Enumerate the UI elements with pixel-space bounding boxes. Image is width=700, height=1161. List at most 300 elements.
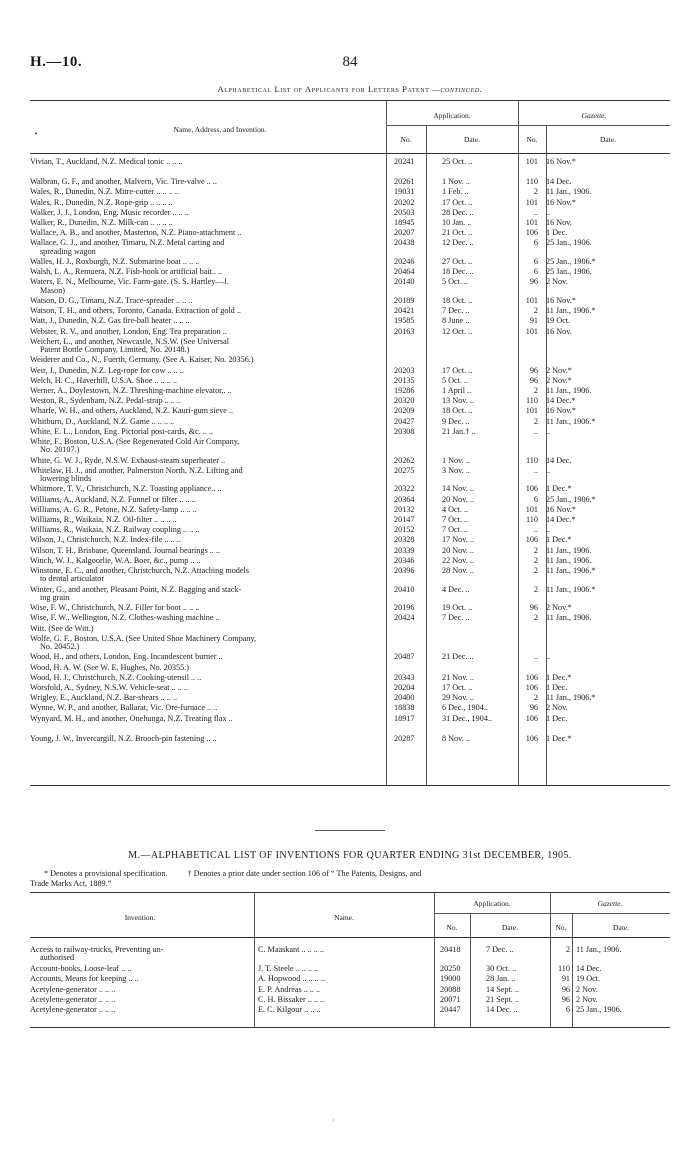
application-number: 20487 <box>394 652 415 662</box>
application-date: 20 Nov. .. <box>442 494 474 504</box>
application-number: 20320 <box>394 396 415 406</box>
gazette-number: 6 <box>533 257 538 266</box>
application-number: 19000 <box>440 974 461 984</box>
applicants-table-body <box>30 154 670 786</box>
application-number: 20308 <box>394 426 415 436</box>
applicant-name-invention: Watson, D. G., Timaru, N.Z. Trace-spreader .. .. .. <box>30 296 193 305</box>
application-date: 4 Dec. .. <box>442 584 470 594</box>
inventions-table <box>30 892 670 1028</box>
application-date: 1 Nov. .. <box>442 177 470 187</box>
applicant-name-invention: Walbran, G. F., and another, Malvern, Vic. Tire-valve .. .. <box>30 177 217 187</box>
applicant-name-invention: Weichert, L., and another, Newcastle, N.S.W. (See Universal <box>30 336 230 346</box>
applicant-name-invention: White, E. L., London, Eng. Pictorial post-cards, &c. .. .. <box>30 426 214 436</box>
gazette-number: 106 <box>525 484 538 494</box>
application-number: 20410 <box>394 584 415 594</box>
applicant-name-invention: Walker, J. J., London, Eng. Music recorder .. .. .. <box>30 207 189 217</box>
application-date: 18 Oct. .. <box>442 296 473 305</box>
applicant-name-invention: Wolfe, G. F., Boston, U.S.A. (See United Shoe Machinery Company, <box>30 633 257 643</box>
applicant-name-invention: Wallace, A. B., and another, Masterton, N.Z. Piano-attachment .. <box>30 228 242 238</box>
applicant-name-invention: Williams, A., Auckland, N.Z. Funnel or filter .. .. .. <box>30 494 196 504</box>
gazette-date: 2 Nov.* <box>546 603 572 613</box>
applicant-name-invention: Wynne, W. P., and another, Ballarat, Vic. Ore-furnace .. .. <box>30 703 218 713</box>
application-number: 20464 <box>394 267 415 277</box>
application-date: 29 Nov. .. <box>442 693 474 703</box>
applicant-name-invention: Wales, R., Dunedin, N.Z. Mitre-cutter .. .. .. .. <box>30 187 179 197</box>
gazette-number: 2 <box>533 545 538 555</box>
applicant-name-invention: Wise, F. W., Wellington, N.Z. Clothes-washing machine .. <box>30 613 220 623</box>
application-number: 20140 <box>394 277 415 287</box>
application-number: 20427 <box>394 416 415 426</box>
application-number: 19585 <box>394 316 415 326</box>
applicant-name-invention: Werner, A., Doylestown, N.Z. Threshing-machine elevator.. .. <box>30 386 232 395</box>
inventor-name: E. P. Andreas .. .. .. <box>258 984 321 994</box>
inventions-table-header <box>30 892 670 938</box>
col-app-no: No. <box>446 923 458 932</box>
applicant-name-invention: Wood, H. J., Christchurch, N.Z. Cooking-utensil .. .. <box>30 672 202 682</box>
gazette-number: .. <box>533 426 538 436</box>
applicant-name-invention: Wrigley, E., Auckland, N.Z. Bar-shears .. .. .. <box>30 693 177 703</box>
application-date: 8 Nov. .. <box>442 733 470 743</box>
gazette-number: 2 <box>533 693 538 703</box>
applicant-name-invention: Wharfe, W. H., and others, Auckland, N.Z. Kauri-gum sieve .. <box>30 406 234 416</box>
applicant-name-invention: Wood, H., and others, London, Eng. Incandescent burner .. <box>30 652 223 662</box>
gazette-date: 25 Jan., 1906.* <box>546 494 596 504</box>
applicant-name-invention: Worsfold, A., Sydney, N.S.W. Vehicle-seat .. .. .. <box>30 683 188 692</box>
gazette-number: 2 <box>533 566 538 575</box>
gazette-number: 91 <box>561 974 570 984</box>
application-date: 21 Sept. .. <box>486 995 519 1004</box>
page-number: 84 <box>342 54 358 70</box>
application-date: 8 June .. <box>442 316 470 326</box>
application-date: 22 Nov. .. <box>442 555 474 565</box>
application-date: 18 Oct. .. <box>442 406 473 416</box>
gazette-number: 96 <box>529 375 538 385</box>
gazette-date: 11 Jan., 1906.* <box>546 584 596 594</box>
col-gaz-date: Date. <box>599 135 617 144</box>
subtitle-text: Alphabetical List of Applicants for Letters Patent <box>217 84 430 94</box>
gazette-date: 14 Dec.* <box>546 396 576 406</box>
gazette-number: 101 <box>525 218 538 227</box>
application-date: 10 Jan. .. <box>442 218 472 227</box>
inventor-name: A. Hopwood .. .. .. .. <box>258 974 325 984</box>
invention-title: Account-books, Loose-leaf .. .. <box>30 963 132 973</box>
applicant-name-invention: Whitburn, D., Auckland, N.Z. Game .. .. .. .. <box>30 416 175 426</box>
col-app-date: Date. <box>463 135 481 144</box>
col-gazette: Gazette. <box>597 899 623 908</box>
application-number: 20202 <box>394 197 415 207</box>
application-date: 5 Oct. .. <box>442 375 469 385</box>
col-divider <box>518 101 519 153</box>
applicant-name-invention: Walsh, L. A., Remuera, N.Z. Fish-hook or artificial bait.. .. <box>30 267 223 277</box>
gazette-number: 2 <box>533 416 538 426</box>
gazette-number: 106 <box>525 683 538 692</box>
applicant-name-invention: Weir, J., Dunedin, N.Z. Leg-rope for cow .. .. .. <box>30 365 184 375</box>
gazette-date: 14 Dec. <box>576 963 602 973</box>
application-number: 20132 <box>394 504 415 514</box>
gazette-date: 14 Dec. <box>546 455 572 465</box>
application-number: 20204 <box>394 683 415 692</box>
applicant-name-invention: Wallace, G. J., and another, Timaru, N.Z. Metal carting and <box>30 238 225 248</box>
gazette-date: 1 Dec. <box>546 683 568 692</box>
gazette-number: 6 <box>565 1005 570 1015</box>
gazette-date: 2 Nov. <box>546 703 568 713</box>
gazette-number: 2 <box>533 386 538 395</box>
application-number: 20424 <box>394 613 415 623</box>
gazette-number: 106 <box>525 672 538 682</box>
applicant-name-invention: Winstone, E. C., and another, Christchurch, N.Z. Attaching models <box>30 566 249 575</box>
application-date: 21 Jan.† .. <box>442 426 476 436</box>
gazette-number: 110 <box>526 455 538 465</box>
gazette-number: 6 <box>533 267 538 277</box>
application-date: 7 Dec. .. <box>486 945 514 954</box>
application-number: 20203 <box>394 365 415 375</box>
col-gaz-no: No. <box>526 135 538 144</box>
application-date: 1 Nov. .. <box>442 455 470 465</box>
application-number: 20328 <box>394 535 415 545</box>
application-number: 20447 <box>440 1005 461 1015</box>
application-number: 20246 <box>394 257 415 266</box>
invention-title-cont: authorised <box>40 953 75 963</box>
application-date: 17 Nov. .. <box>442 535 474 545</box>
gazette-number: 2 <box>533 555 538 565</box>
inventor-name: E. C. Kilgour .. .. .. <box>258 1005 321 1015</box>
gazette-date: 11 Jan., 1906.* <box>546 306 596 316</box>
applicant-name-invention: Walker, R., Dunedin, N.Z. Milk-can .. .. .. .. <box>30 218 173 227</box>
application-date: 7 Dec. .. <box>442 306 470 316</box>
application-number: 20396 <box>394 566 415 575</box>
gazette-date: 1 Dec.* <box>546 484 572 494</box>
inventor-name: C. Maaskant .. .. .. .. <box>258 945 324 954</box>
applicant-name-invention: Wales, R., Dunedin, N.Z. Rope-grip .. .. .. .. <box>30 197 173 207</box>
invention-title: Acetylene-generator .. .. .. <box>30 1005 116 1015</box>
gazette-date: .. <box>546 465 551 475</box>
applicant-name-invention-cont: No. 20452.) <box>40 642 80 652</box>
gazette-date: 11 Jan., 1906. <box>546 555 592 565</box>
applicants-table <box>30 100 670 786</box>
applicant-name-invention: Williams, R., Waikaia, N.Z. Railway coupling .. .. .. <box>30 525 200 535</box>
applicant-name-invention: Watson, T. H., and others, Toronto, Canada. Extraction of gold .. <box>30 306 241 316</box>
applicant-name-invention: Weston, R., Sydenham, N.Z. Pedal-strap .. .. .. <box>30 396 182 406</box>
application-date: 1 Feb. .. <box>442 187 469 197</box>
application-date: 21 Nov. .. <box>442 672 474 682</box>
application-date: 20 Nov. .. <box>442 545 474 555</box>
col-app-date: Date. <box>501 923 519 932</box>
application-number: 20322 <box>394 484 415 494</box>
application-number: 20262 <box>394 455 415 465</box>
gazette-number: .. <box>533 207 538 217</box>
inventor-name: J. T. Steele .. .. .. .. <box>258 963 319 973</box>
applicant-name-invention: Weiderer and Co., N., Fuerth, Germany. (See A. Kaiser, No. 20356.) <box>30 355 254 365</box>
application-date: 3 Nov. .. <box>442 465 470 475</box>
col-gaz-date: Date. <box>612 923 630 932</box>
application-date: 28 Dec. .. <box>442 207 474 217</box>
gazette-date: 11 Jan., 1906. <box>546 187 592 197</box>
application-number: 20189 <box>394 296 415 305</box>
gazette-number: 96 <box>529 277 538 287</box>
applicant-name-invention: Walles, H. J., Roxburgh, N.Z. Submarine boat .. .. .. <box>30 257 200 266</box>
applicant-name-invention: Whitmore, T. V., Christchurch, N.Z. Toasting appliance.. .. <box>30 484 222 494</box>
gazette-number: .. <box>533 652 538 662</box>
applicant-name-invention: Williams, A. G. R., Petone, N.Z. Safety-lamp .. .. .. <box>30 504 197 514</box>
gazette-date: 2 Nov. <box>576 984 598 994</box>
application-number: 20418 <box>440 945 461 954</box>
gazette-number: .. <box>533 525 538 535</box>
application-number: 19286 <box>394 386 415 395</box>
gazette-date: 14 Dec.* <box>546 515 576 524</box>
gazette-date: 14 Dec. <box>546 177 572 187</box>
gazette-number: 110 <box>526 515 538 524</box>
application-number: 20261 <box>394 177 415 187</box>
applicant-name-invention-cont: lowering blinds <box>40 474 92 484</box>
applicant-name-invention: Welch, H. C., Haverhill, U.S.A. Shoe .. .. .. .. <box>30 375 177 385</box>
applicant-name-invention: Wilson, T. H., Brisbane, Queensland. Journal bearings .. .. <box>30 545 220 555</box>
applicant-name-invention: Webster, R. V., and another, London, Eng. Tea preparation .. <box>30 326 227 336</box>
application-date: 18 Dec. .. <box>442 267 474 277</box>
col-application: Application. <box>433 111 471 120</box>
page-subtitle <box>0 84 700 94</box>
section-divider <box>315 830 385 831</box>
gazette-number: 6 <box>533 238 538 248</box>
gazette-date: 16 Nov.* <box>546 197 576 207</box>
document-code: H.—10. <box>30 54 83 70</box>
section-m-notes <box>30 869 670 889</box>
application-date: 7 Dec. .. <box>442 613 470 623</box>
gazette-number: 96 <box>561 995 570 1004</box>
application-number: 20343 <box>394 672 415 682</box>
gazette-date: 1 Dec.* <box>546 672 572 682</box>
gazette-number: 96 <box>529 365 538 375</box>
gazette-number: 101 <box>525 504 538 514</box>
gazette-date: .. <box>546 207 551 217</box>
application-date: 31 Dec., 1904.. <box>442 713 493 723</box>
application-number: 20339 <box>394 545 415 555</box>
note-prior-date-cont: Trade Marks Act, 1889.” <box>30 879 112 888</box>
application-number: 18917 <box>394 713 415 723</box>
gazette-date: .. <box>546 426 551 436</box>
application-number: 20346 <box>394 555 415 565</box>
application-number: 20207 <box>394 228 415 238</box>
application-number: 20421 <box>394 306 415 316</box>
invention-title: Acetylene-generator .. .. .. <box>30 984 116 994</box>
applicant-name-invention-cont: Mason) <box>40 285 66 295</box>
application-date: 17 Oct. .. <box>442 365 473 375</box>
application-date: 17 Oct. .. <box>442 197 473 207</box>
gazette-date: 19 Oct. <box>546 316 571 326</box>
application-number: 18838 <box>394 703 415 713</box>
applicant-name-invention-cont: Patent Bottle Company, Limited, No. 20148.) <box>40 345 190 355</box>
col-name: Name. <box>334 913 354 922</box>
note-prior-date: † Denotes a prior date under section 106 of “ The Patents, Designs, and <box>187 869 422 878</box>
application-date: 14 Nov. .. <box>442 484 474 494</box>
applicant-name-invention: Witt. (See de Witt.) <box>30 623 94 633</box>
section-m-title: M.—ALPHABETICAL LIST OF INVENTIONS FOR QUARTER ENDING 31st DECEMBER, 1905. <box>128 850 572 861</box>
gazette-date: 2 Nov.* <box>546 375 572 385</box>
gazette-number: 106 <box>525 733 538 743</box>
gazette-number: 110 <box>558 963 570 973</box>
gazette-number: 106 <box>525 713 538 723</box>
gazette-number: 2 <box>565 945 570 954</box>
gazette-number: 2 <box>533 584 538 594</box>
gazette-number: 96 <box>529 703 538 713</box>
header-subdivider <box>386 125 670 126</box>
gazette-date: 1 Dec. <box>546 228 568 238</box>
gazette-date: 11 Jan., 1906. <box>546 613 592 623</box>
applicant-name-invention: Winch, W. J., Kalgoorlie, W.A. Boer, &c., pump .. .. <box>30 555 201 565</box>
application-date: 9 Dec. .. <box>442 416 470 426</box>
application-number: 20364 <box>394 494 415 504</box>
application-date: 13 Nov. .. <box>442 396 474 406</box>
gazette-date: 1 Dec. <box>546 713 568 723</box>
application-date: 5 Oct. .. <box>442 277 469 287</box>
application-number: 20152 <box>394 525 415 535</box>
invention-title: Accounts, Means for keeping .. .. <box>30 974 139 984</box>
gazette-number: 96 <box>529 603 538 613</box>
invention-title: Acetylene-generator .. .. .. <box>30 995 116 1004</box>
application-date: 12 Oct. .. <box>442 326 473 336</box>
gazette-date: 25 Jan., 1906. <box>576 1005 622 1015</box>
inventor-name: C. H. Bissaker .. .. .. <box>258 995 325 1004</box>
applicant-name-invention: Williams, R., Waikaia, N.Z. Oil-filter .. .. .. .. <box>30 515 177 524</box>
col-invention: Invention. <box>124 913 156 922</box>
gazette-date: 16 Nov.* <box>546 296 576 305</box>
gazette-date: 25 Jan., 1906.* <box>546 257 596 266</box>
gazette-date: 2 Nov. <box>546 277 568 287</box>
gazette-number: 101 <box>525 197 538 207</box>
application-date: 14 Sept. .. <box>486 984 519 994</box>
application-number: 18945 <box>394 218 415 227</box>
applicant-name-invention: Wise, F. W., Christchurch, N.Z. Filler for boot .. .. .. <box>30 603 200 613</box>
gazette-number: 2 <box>533 187 538 197</box>
invention-title: Access to railway-trucks, Preventing un- <box>30 945 164 954</box>
col-divider <box>572 938 573 1027</box>
gazette-date: 1 Dec.* <box>546 733 572 743</box>
application-number: 20196 <box>394 603 415 613</box>
gazette-date: 11 Jan., 1906.* <box>546 416 596 426</box>
applicant-name-invention: Watt, J., Dunedin, N.Z. Gas fire-ball heater .. .. .. <box>30 316 190 326</box>
header-bullet: • <box>34 129 38 138</box>
application-date: 28 Nov. .. <box>442 566 474 575</box>
gazette-number: 101 <box>525 326 538 336</box>
applicant-name-invention-cont: ing grain <box>40 592 70 602</box>
applicant-name-invention-cont: No. 20107.) <box>40 445 80 455</box>
col-application: Application. <box>473 899 511 908</box>
gazette-number: 96 <box>561 984 570 994</box>
application-date: 28 Jan. .. <box>486 974 516 984</box>
gazette-date: 2 Nov.* <box>546 365 572 375</box>
gazette-number: 110 <box>526 177 538 187</box>
gazette-number: 91 <box>529 316 538 326</box>
gazette-date: 16 Nov.* <box>546 504 576 514</box>
subtitle-continued: —continued. <box>432 84 483 94</box>
gazette-date: 1 Dec.* <box>546 535 572 545</box>
col-divider <box>386 154 387 785</box>
gazette-date: 25 Jan., 1906. <box>546 238 592 248</box>
col-name-address-invention: Name, Address, and Invention. <box>173 125 267 134</box>
applicant-name-invention: Winter, G., and another, Pleasant Point, N.Z. Bagging and stack- <box>30 584 242 594</box>
applicant-name-invention: White, F., Boston, U.S.A. (See Regenerated Cold Air Company, <box>30 437 240 446</box>
gazette-number: 106 <box>525 535 538 545</box>
gazette-number: 101 <box>525 157 538 166</box>
gazette-number: 101 <box>525 296 538 305</box>
application-date: 1 April .. <box>442 386 472 395</box>
col-divider <box>434 938 435 1027</box>
application-number: 20400 <box>394 693 415 703</box>
application-number: 20250 <box>440 963 461 973</box>
gazette-date: 11 Jan., 1906. <box>576 945 622 954</box>
application-number: 20241 <box>394 157 415 166</box>
application-date: 21 Oct. .. <box>442 228 473 238</box>
applicant-name-invention: Waters, E. N., Melbourne, Vic. Farm-gate. (S. S. Hartley—J. <box>30 277 229 287</box>
application-date: 6 Dec., 1904.. <box>442 703 488 713</box>
application-number: 20088 <box>440 984 461 994</box>
application-date: 7 Oct. .. <box>442 525 469 535</box>
application-number: 20438 <box>394 238 415 248</box>
gazette-date: 11 Jan., 1906.* <box>546 693 596 703</box>
applicant-name-invention: Wynyard, M. H., and another, Onehunga, N.Z. Treating flax .. <box>30 713 233 723</box>
page-header <box>30 54 670 76</box>
col-divider <box>386 101 387 153</box>
application-number: 19031 <box>394 187 415 197</box>
application-number: 20147 <box>394 515 415 524</box>
note-provisional: * Denotes a provisional specification. <box>44 869 168 878</box>
application-date: 14 Dec. .. <box>486 1005 518 1015</box>
application-number: 20287 <box>394 733 415 743</box>
gazette-date: 11 Jan., 1906. <box>546 545 592 555</box>
col-app-no: No. <box>400 135 412 144</box>
gazette-date: 25 Jan., 1906. <box>546 267 592 277</box>
gazette-date: 2 Nov. <box>576 995 598 1004</box>
gazette-number: 2 <box>533 306 538 316</box>
gazette-date: 11 Jan., 1906.* <box>546 566 596 575</box>
application-date: 7 Oct. .. <box>442 515 469 524</box>
applicant-name-invention: Wood, H. A. W. (See W. E. Hughes, No. 20355.) <box>30 662 189 672</box>
applicant-name-invention: White, G. W. J., Ryde, N.S.W. Exhaust-steam superheater .. <box>30 455 226 465</box>
applicant-name-invention: Wilson, J., Christchurch, N.Z. Index-file .. .. .. <box>30 535 181 545</box>
gazette-number: .. <box>533 465 538 475</box>
application-number: 20135 <box>394 375 415 385</box>
gazette-date: 16 Nov. <box>546 326 572 336</box>
gazette-date: .. <box>546 525 551 535</box>
application-date: 21 Dec. .. <box>442 652 474 662</box>
applicant-name-invention: Young, J. W., Invercargill, N.Z. Brooch-pin fastening .. .. <box>30 733 217 743</box>
gazette-number: 2 <box>533 613 538 623</box>
col-gazette: Gazette. <box>581 111 607 120</box>
col-divider <box>254 938 255 1027</box>
application-date: 25 Oct. .. <box>442 157 473 166</box>
application-date: 27 Oct. .. <box>442 257 473 266</box>
gazette-number: 101 <box>525 406 538 416</box>
gazette-date: 11 Jan., 1906. <box>546 386 592 395</box>
application-date: 30 Oct. .. <box>486 963 517 973</box>
inventions-table-body <box>30 938 670 1028</box>
application-date: 4 Oct. .. <box>442 504 469 514</box>
application-number: 20163 <box>394 326 415 336</box>
applicant-name-invention-cont: to dental articulator <box>40 574 105 584</box>
page-mark: · <box>332 1116 335 1125</box>
gazette-date: 16 Nov. <box>546 218 572 227</box>
application-number: 20209 <box>394 406 415 416</box>
application-number: 20275 <box>394 465 415 475</box>
gazette-date: 16 Nov.* <box>546 157 576 166</box>
gazette-number: 110 <box>526 396 538 406</box>
application-date: 19 Oct. .. <box>442 603 473 613</box>
application-date: 12 Dec. .. <box>442 238 474 248</box>
gazette-number: 6 <box>533 494 538 504</box>
gazette-number: 106 <box>525 228 538 238</box>
gazette-date: 16 Nov.* <box>546 406 576 416</box>
applicant-name-invention: Vivian, T., Auckland, N.Z. Medical tonic .. .. .. <box>30 157 183 166</box>
applicants-table-header <box>30 100 670 154</box>
